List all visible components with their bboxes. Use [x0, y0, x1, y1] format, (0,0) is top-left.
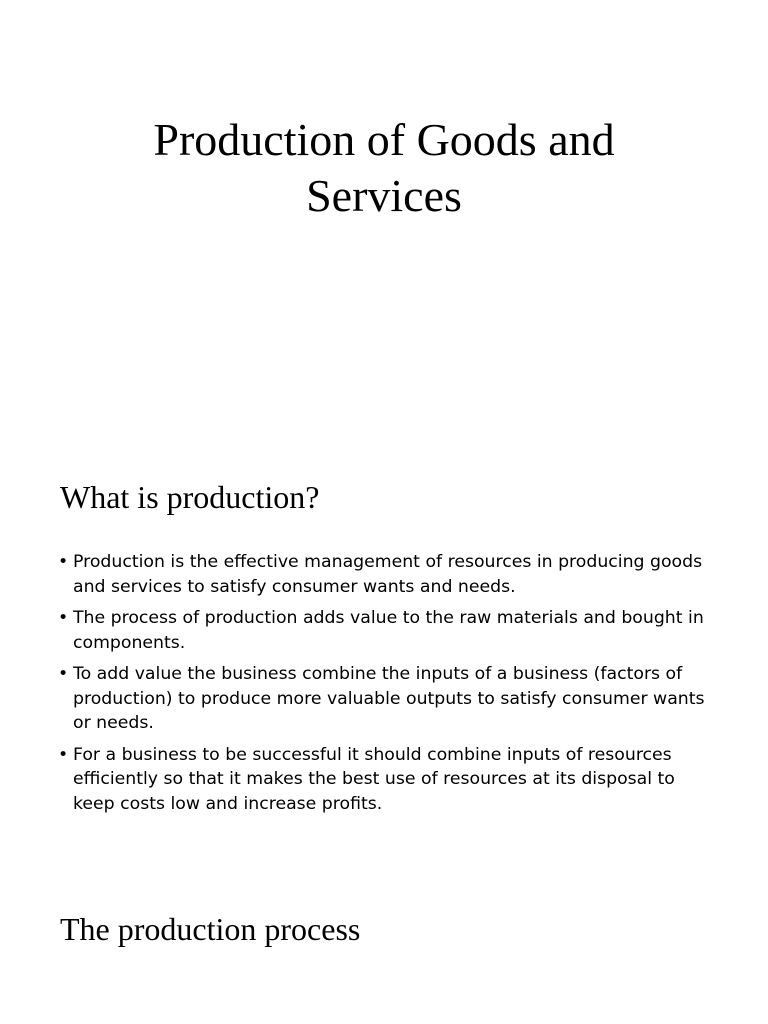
bullet-icon: • — [58, 744, 69, 765]
bullet-item — [58, 550, 718, 599]
bullet-icon: • — [58, 552, 69, 572]
title-line: Services — [306, 170, 462, 221]
bullet-icon: • — [58, 608, 69, 628]
bullet-text: For a business to be successful it should combine inputs of resources efficiently so that it makes the best use of resources at its disposal to keep costs low and increase profits. — [73, 744, 675, 814]
bullet-icon: • — [58, 664, 69, 684]
bullet-item — [58, 662, 718, 736]
bullet-text: Production is the effective management of resources in producing goods and services to satisfy consumer wants and needs. — [73, 552, 703, 597]
slide-heading: The production process — [60, 911, 361, 947]
bullet-text: The process of production adds value to the raw materials and bought in components. — [73, 608, 704, 653]
bullet-list — [58, 550, 718, 823]
production-process-slide — [0, 864, 768, 1024]
title-line: Production of Goods and — [153, 114, 615, 165]
bullet-item — [58, 606, 718, 655]
bullet-item — [58, 743, 718, 817]
slide-heading: What is production? — [60, 479, 320, 515]
presentation-title — [0, 112, 768, 224]
title-slide — [0, 0, 768, 432]
what-is-production-slide — [0, 432, 768, 864]
bullet-text: To add value the business combine the inputs of a business (factors of production) to produce more valuable outputs to satisfy consumer wants or needs. — [73, 664, 705, 733]
